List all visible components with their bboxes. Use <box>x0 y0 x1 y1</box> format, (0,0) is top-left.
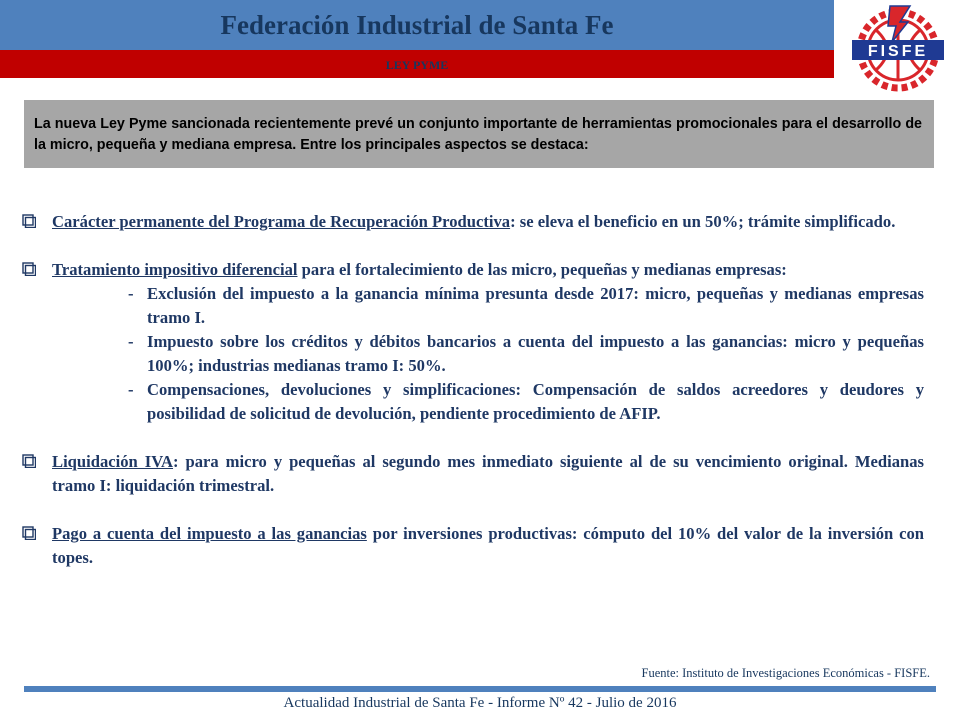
sub-item: - Compensaciones, devoluciones y simplificaciones: Compensación de saldos acreedores y deudores y posibilidad de solicitud de devolución, pendiente procedimiento de AFIP. <box>128 380 924 423</box>
intro-box: La nueva Ley Pyme sancionada recientemente prevé un conjunto importante de herramientas promocionales para el desarrollo de la micro, pequeña y mediana empresa. Entre los principales aspectos se destaca: <box>24 100 934 168</box>
footer-text: Actualidad Industrial de Santa Fe - Informe Nº 42 - Julio de 2016 <box>283 695 677 711</box>
item-text: : para micro y pequeñas al segundo mes inmediato siguiente al de su vencimiento original. Medianas tramo I: liquidación trimestral. <box>52 452 924 495</box>
fisfe-logo <box>846 2 950 94</box>
sub-item-text: Compensaciones, devoluciones y simplificaciones: Compensación de saldos acreedores y deudores y posibilidad de solicitud de devolución, pendiente procedimiento de AFIP. <box>147 380 924 423</box>
source-note: Fuente: Instituto de Investigaciones Económicas - FISFE. <box>641 666 930 680</box>
page-subtitle: LEY PYME <box>385 57 449 72</box>
sub-item: - Exclusión del impuesto a la ganancia mínima presunta desde 2017: micro, pequeñas y medianas empresas tramo I. <box>128 284 924 327</box>
checkbox-bullet-icon <box>22 526 36 540</box>
list-item <box>22 450 924 498</box>
footer-bar <box>24 686 936 692</box>
item-text: para el fortalecimiento de las micro, pequeñas y medianas empresas: <box>297 260 787 279</box>
checkbox-bullet-icon <box>22 262 36 276</box>
sub-item: - Impuesto sobre los créditos y débitos bancarios a cuenta del impuesto a las ganancias: micro y pequeñas 100%; industrias medianas tramo I: 50%. <box>128 332 924 375</box>
item-lead: Carácter permanente del Programa de Recuperación Productiva <box>52 212 511 231</box>
checkbox-bullet-icon <box>22 214 36 228</box>
item-text: por inversiones productivas: cómputo del 10% del valor de la inversión con topes. <box>52 524 924 567</box>
list-item <box>22 258 924 426</box>
list-item <box>22 522 924 570</box>
checkbox-bullet-icon <box>22 454 36 468</box>
list-item <box>22 210 924 234</box>
svg-text:FISFE: FISFE <box>867 43 929 60</box>
item-lead: Tratamiento impositivo diferencial <box>52 260 298 279</box>
sub-item-text: Exclusión del impuesto a la ganancia mínima presunta desde 2017: micro, pequeñas y medianas empresas tramo I. <box>147 284 924 327</box>
content <box>22 210 924 594</box>
sub-item-text: Impuesto sobre los créditos y débitos bancarios a cuenta del impuesto a las ganancias: micro y pequeñas 100%; industrias medianas tramo I: 50%. <box>147 332 924 375</box>
item-text: : se eleva el beneficio en un 50%; trámite simplificado. <box>510 212 896 231</box>
page-title: Federación Industrial de Santa Fe <box>220 9 614 40</box>
item-lead: Pago a cuenta del impuesto a las ganancias <box>52 524 367 543</box>
item-lead: Liquidación IVA <box>52 452 174 471</box>
